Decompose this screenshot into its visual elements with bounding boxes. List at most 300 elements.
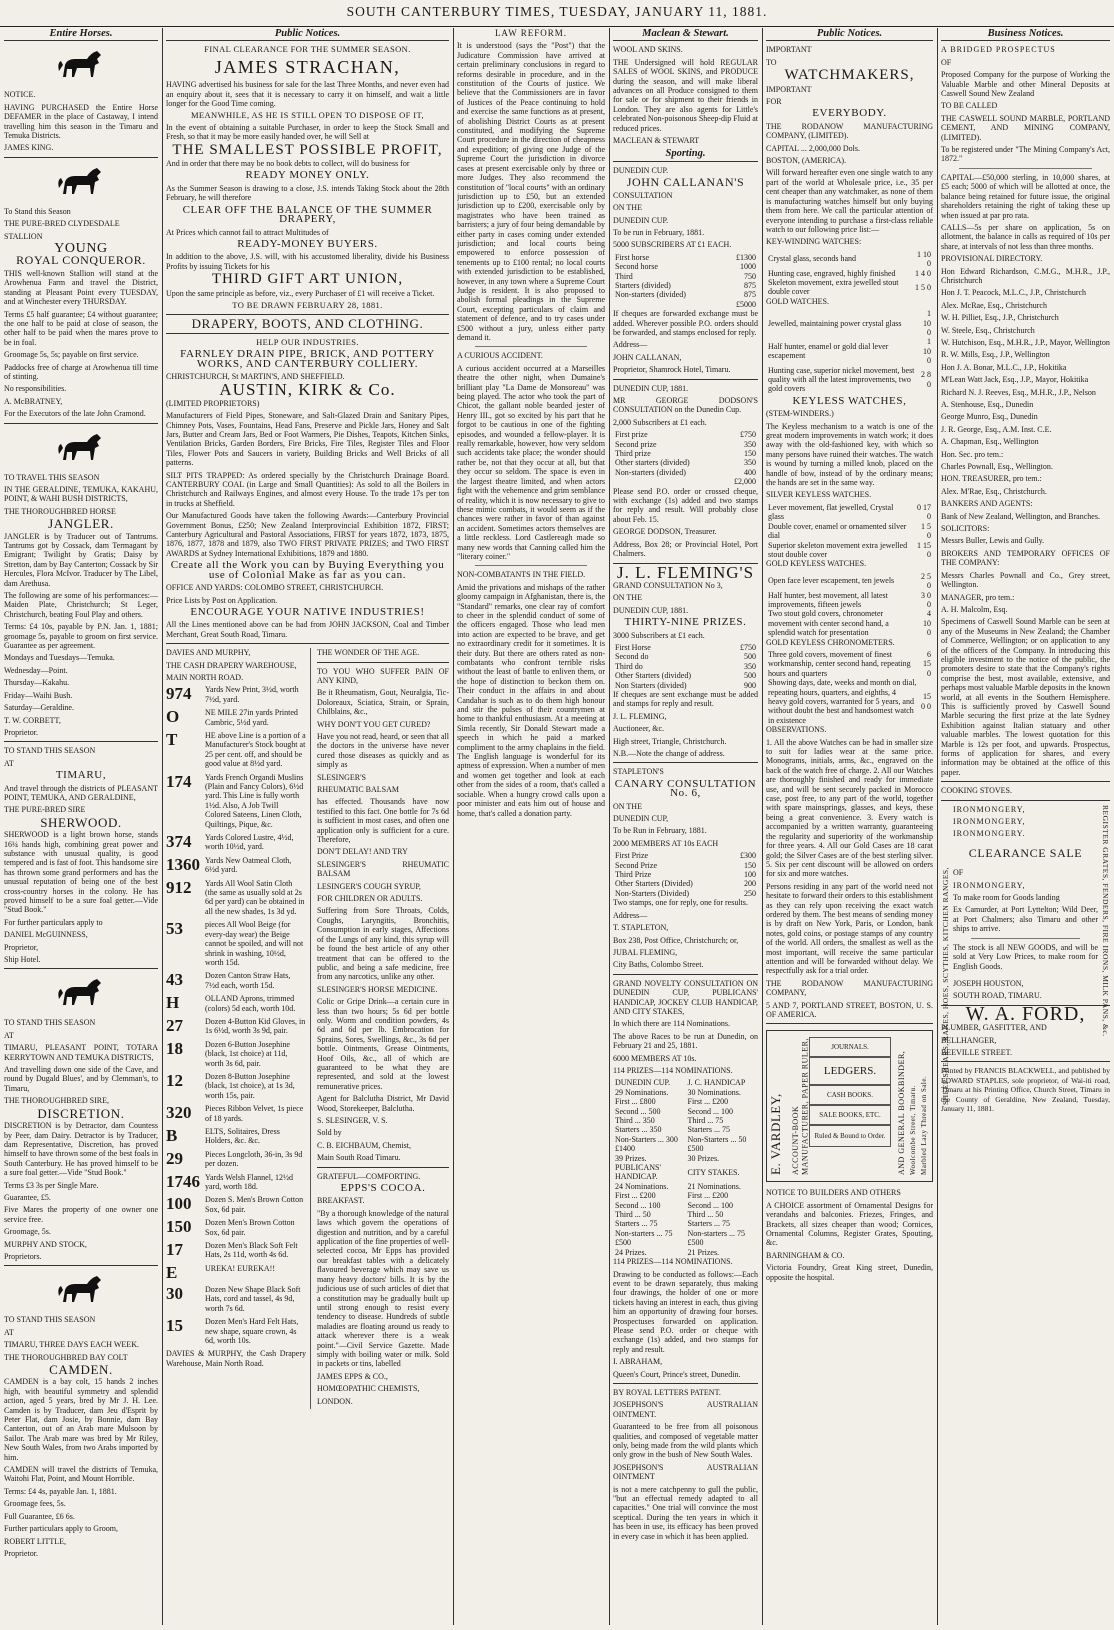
divider: [941, 800, 1110, 801]
ad-subtitle: STALLION: [4, 231, 43, 241]
ad-body: Manufacturers of Field Pipes, Stoneware, and Salt-Glazed Drain and Sanitary Pipes, Chimney Pots, Vases, Fountains, Head Fans, Preserve and Pickle Jars, Honey and Salt Jars, Butter and Cream Jars, Bed or Foot Warmers, Pie Dishes, Teapots, Kitchen Sinks, Ventilation Bricks, Garden Borders, Fire Bricks, Fire Tiles, Register Tiles and Floor Tiles, Flower Pots and Saucers in variety, Building Bricks and Well Bricks of all patterns.: [166, 411, 449, 468]
price-item-text: Pieces Ribbon Velvet, 1s piece of 18 yards.: [205, 1104, 304, 1123]
price-item-number: 974: [166, 684, 192, 704]
ad-address: Victoria Foundry, Great King street, Dunedin, opposite the hospital.: [766, 1263, 933, 1282]
table-row: [766, 541, 933, 560]
price-item-number: B: [166, 1126, 178, 1145]
horse-name: CAMDEN.: [49, 1362, 113, 1377]
ad-signature: Ship Hotel.: [4, 955, 41, 965]
ad-address: Proprietor, Shamrock Hotel, Timaru.: [613, 365, 731, 375]
table-cell: Second ... 100: [687, 1106, 734, 1116]
table-cell: Second ... 100: [615, 1200, 661, 1210]
ad-body: Upon the same principle as before, viz., every Purchaser of £1 will receive a Ticket.: [166, 288, 435, 298]
table-row: [613, 253, 758, 262]
table-row: [766, 309, 933, 337]
table-cell: DUNEDIN CUP.: [615, 1078, 671, 1088]
table-cell: 0 17 0: [917, 502, 931, 522]
column-sporting: [613, 28, 758, 1625]
ad-subtitle: DUNEDIN CUP.: [613, 215, 669, 225]
ad-body: SILT PITS TRAPPED: As ordered specially by the Christchurch Drainage Board. CANTERBURY COAL (in Large and Small Quantities): As sold to all the Boilers in Christchurch and Railways Engines, and almost every House. To the trade 17s per ton in trucks at Sheffield.: [166, 470, 449, 508]
ad-body: In the event of obtaining a suitable Purchaser, in order to keep the Stock Small and Fresh, so that it may be more easily handed over, he will Sell at: [166, 122, 449, 142]
ad-signature: JUBAL FLEMING,: [613, 947, 678, 957]
table-cell: 1 15 0: [917, 540, 931, 559]
table-cell: Skeleton movement, extra jewelled stout double cover: [768, 277, 899, 297]
price-item-number: 29: [166, 1148, 183, 1168]
price-item-number: 30: [166, 1283, 183, 1303]
ad-body: The Keyless mechanism to a watch is one of the great modern improvements in watch work; it does away with the old-fashioned key, with which so many persons have ruined their watches. The watch is wound by turning a milled knob, placed on the handle of bow, instead of by the ordinary means; the hands are set in the same way.: [766, 421, 933, 488]
column-news: [457, 28, 605, 1625]
ad-intro: TO STAND THIS SEASON: [4, 1315, 96, 1325]
book-label: Ruled & Bound to Order.: [809, 1125, 891, 1147]
ad-title: THE CASWELL SOUND MARBLE, PORTLAND CEMENT, AND MINING COMPANY, (LIMITED).: [941, 113, 1110, 142]
table-cell: Non-Starters ... 300: [615, 1134, 678, 1144]
table-cell: £750: [740, 430, 756, 440]
ad-display-line: IRONMONGERY,: [953, 817, 1026, 827]
divider: [971, 938, 1080, 939]
table-cell: 4 10 0: [923, 609, 931, 638]
ad-signature: For the Executors of the late John Cramond.: [4, 409, 146, 419]
divider: [941, 781, 1110, 782]
director-entry: Richard N. J. Reeves, Esq., M.H.R., J.P., Nelson: [941, 387, 1096, 397]
ad-signature: THE RODANOW MANUFACTURING COMPANY,: [766, 978, 933, 998]
ad-subtitle: TO BE CALLED: [941, 101, 998, 111]
table-row: [613, 889, 758, 898]
ad-note: To be Run in February, 1881.: [613, 826, 707, 836]
ad-signature: Proprietor.: [4, 727, 38, 737]
ad-body: Messrs Charles Pownall and Co., Grey street, Wellington.: [941, 570, 1110, 590]
ad-subtitle: THE THOROUGHBRED HORSE: [4, 506, 116, 516]
ad-body: HAVING PURCHASED the Entire Horse DEFAMER in the place of Castaway, I intend travelling him this season in the Timaru and Temuka Districts.: [4, 102, 158, 141]
ad-body: Persons residing in any part of the world need not hesitate to forward their orders to this establishment as they can rely upon receiving the exact watch ordered by them. The best means of sending money is by draft on New York, Paris, or London, bank notes, gold coins, or postage stamps of any country of the world. All orders, the smallest as well as the most important, will receive the same particular attention and will be forwarded without delay. We respectfully ask for a trial order.: [766, 881, 933, 976]
ad-subtitle: DUNEDIN CUP, 1881.: [613, 605, 689, 615]
table-cell: Third do: [615, 661, 643, 671]
horse-name: ROYAL CONQUEROR.: [16, 253, 146, 268]
table-row: [766, 572, 933, 591]
price-items: [166, 685, 306, 1345]
ad-address: SOUTH ROAD, TIMARU.: [953, 991, 1042, 1001]
table-cell: 29 Nominations.: [615, 1087, 669, 1097]
table-cell: 350: [744, 661, 756, 671]
table-cell: 24 Prizes.: [615, 1247, 647, 1257]
table-cell: First Horse: [615, 642, 651, 652]
table-row: [613, 662, 758, 671]
ad-heading: OF: [941, 57, 952, 67]
ad-signature: ROBERT LITTLE,: [4, 1536, 67, 1546]
table-cell: 350: [744, 458, 756, 468]
ad-signature: JOSEPH HOUSTON,: [953, 978, 1024, 988]
price-table: [766, 309, 933, 394]
nomination-table: [613, 1078, 758, 1257]
ad-heading: THE WONDER OF THE AGE.: [317, 648, 420, 658]
table-cell: 750: [744, 271, 756, 281]
remedy-column: [317, 648, 449, 1409]
ad-body: Be it Rheumatism, Gout, Neuralgia, Tic-Doloreaux, Sciatica, Strain, or Sprain, Chilblains, &c.,: [317, 688, 449, 717]
table-cell: 100: [744, 870, 756, 880]
price-item-number: 912: [166, 877, 192, 897]
ad-vertical-text: AND GENERAL BOOKBINDER,: [897, 1051, 906, 1176]
divider: [613, 1383, 758, 1384]
divider: [317, 662, 449, 663]
ad-signature: Proprietors.: [4, 1251, 42, 1261]
ad-display-line: IRONMONGERY.: [953, 829, 1026, 839]
ad-signature: JOHN CALLANAN,: [613, 352, 682, 362]
table-cell: Non-starters (divided): [615, 290, 686, 300]
price-heading: GOLD KEYLESS CHRONOMETERS.: [766, 637, 895, 647]
ad-display-line: CLEAR OFF THE BALANCE OF THE SUMMER DRAPERY,: [182, 203, 433, 226]
divider: [4, 968, 158, 969]
price-table: [766, 503, 933, 559]
ad-body: Messrs Buller, Lewis and Gully.: [941, 536, 1045, 546]
divider: [766, 1023, 933, 1024]
price-item-text: HE above Line is a portion of a Manufacturer's Stock bought at 25 per cent. off, and should be good value at 8½d yard.: [205, 730, 306, 769]
table-cell: 350: [744, 439, 756, 449]
ad-address: Main South Road Timaru.: [317, 1153, 401, 1163]
price-item: [166, 1285, 306, 1313]
ad-signature: C. B. EICHBAUM, Chemist,: [317, 1140, 412, 1150]
table-cell: Third ... 50: [615, 1210, 651, 1220]
price-item-number: 374: [166, 832, 192, 852]
price-item-text: Dozen 4-Button Kid Gloves, in 1s 6½d, worth 3s 9d, pair.: [205, 1016, 306, 1036]
price-item: [166, 708, 306, 727]
table-row: [613, 1201, 758, 1210]
ad-address: BOSTON, (AMERICA).: [766, 156, 847, 166]
ad-signature: S. SLESINGER, V. S.: [317, 1116, 388, 1125]
price-item: [166, 1150, 306, 1169]
book-label: LEDGERS.: [809, 1057, 891, 1085]
table-cell: Non Starters (divided): [615, 680, 687, 690]
column-watches: [766, 28, 933, 1625]
ad-body: 1. All the above Watches can be had in smaller size to suit for ladies wear at the same price. Monograms, initials, arms, &c., engraved on the back of the watch free of charge. 2. All our Watches are thoroughly finished and ready for immediate use, and will be sent securely packed in Morocco case, post free, to any part of the world, together with spare mainsprings, glasses, and keys, these being a great convenience. 3. Every watch is accompanied by a written warranty, guaranteeing the regularity and superiority of the workmanship for three years. 4. All our Gold Cases are 18 carat gold; the Silver Cases are of the best sterling silver. 5. Six per cent discount will be allowed on orders for six and more watches.: [766, 737, 933, 879]
advertiser-name: W. A. FORD,: [965, 1002, 1086, 1025]
table-row: [613, 851, 758, 860]
table-row: [613, 1219, 758, 1228]
ad-signature: Auctioneer, &c.: [613, 724, 664, 734]
divider: [959, 168, 1092, 169]
price-item: [166, 731, 306, 769]
table-cell: £1400: [615, 1144, 635, 1154]
ad-address: City Baths, Colombo Street.: [613, 960, 704, 970]
table-row: [613, 861, 758, 870]
price-item-text: Dozen Men's Brown Cotton Sox, 6d pair.: [205, 1218, 295, 1237]
ad-heading: WOOL AND SKINS.: [613, 45, 683, 55]
ad-body: THE Undersigned will hold REGULAR SALES of WOOL SKINS, and PRODUCE during the season, and will make liberal advances on all Produce consigned to them for sale or for shipment to their friends in London. They are also agents for Little's celebrated Non-poisonous Sheep-dip Fluid at reduced prices.: [613, 57, 758, 133]
table-cell: Second Prize: [615, 860, 657, 870]
price-item-text: Dozen 6-Button Josephine (black, 1st choice) at 11d, worth 3s 6d, pair.: [205, 1039, 290, 1068]
horse-name: JANGLER.: [48, 516, 114, 532]
table-row: [613, 1144, 758, 1153]
ad-body: Specimens of Caswell Sound Marble can be seen at any of the Museums in New Zealand; the Chamber of Commerce, Wellington; or on application to any of the officers of the Company. In introducing this eligible investment to the notice of the public, the promoters desire to state that the Company's rights comprise the best, most available, extensive, and perhaps most valuable Marble deposits in the known world, at all events in the Southern Hemisphere. This is sufficiently proved by Caswell Sound Marble securing the first prize at the late Sydney Exhibition against Italian statuary and other valuable marbles. The lowest quotation for this Marble is 12s per foot, and upwards. Prospectus, forms of application for shares, and every information may be obtained at the office of this paper.: [941, 617, 1110, 777]
ad-body: CALLS—5s per share on application, 5s on allotment, the balance in calls as required of 10s per share, at intervals of not less than three months.: [941, 222, 1110, 251]
section-heading: Business Notices.: [941, 28, 1110, 41]
table-cell: Second horse: [615, 262, 658, 272]
ad-signature: I. ABRAHAM,: [613, 1357, 663, 1367]
table-cell: First ... £800: [615, 1097, 656, 1107]
table-row: [613, 643, 758, 652]
table-cell: £1300: [736, 252, 756, 262]
book-label: CASH BOOKS.: [809, 1085, 891, 1105]
table-cell: 875: [744, 280, 756, 290]
price-item-text: NE MILE 27in yards Printed Cambric, 5½d yard.: [205, 708, 298, 727]
ad-signature: J. L. FLEMING,: [613, 711, 667, 721]
table-cell: 21 Nominations.: [687, 1181, 741, 1191]
ad-note: Price Lists by Post on Application.: [166, 595, 278, 605]
ad-vertical-text: SHEEP SHEARS, RAKES, HOES, SCYTHES, KITCHEN RANGES,: [941, 866, 950, 1105]
price-table: [766, 650, 933, 725]
table-row: [613, 1078, 758, 1087]
table-cell: 2 5 0: [921, 571, 931, 591]
table-cell: Lever movement, flat jewelled, Crystal glass: [768, 502, 894, 522]
table-cell: Second ... 100: [687, 1200, 734, 1210]
ad-display-line: 114 PRIZES—114 NOMINATIONS.: [613, 1257, 733, 1267]
ad-subtitle: BELLHANGER,: [941, 1035, 997, 1045]
ad-town: TIMARU,: [55, 769, 107, 782]
table-row: [613, 870, 758, 879]
table-row: [613, 300, 758, 309]
ad-heading: BY ROYAL LETTERS PATENT.: [613, 1387, 721, 1397]
horse-icon: [53, 430, 109, 470]
ad-signature: Proprietor.: [4, 1548, 38, 1558]
ad-signature: JAMES KING.: [4, 143, 54, 153]
ad-signature: LONDON.: [317, 1396, 353, 1406]
ad-vertical-text: Woolcombe Street, Timaru.: [909, 1085, 917, 1176]
table-cell: CITY STAKES.: [687, 1167, 740, 1177]
column-rule: [762, 28, 763, 1625]
table-cell: [613, 477, 722, 486]
ad-heading: IMPORTANT: [766, 84, 812, 94]
price-item: [166, 879, 306, 917]
table-cell: 1 10 0: [917, 249, 931, 269]
table-row: [613, 1191, 758, 1200]
price-table: [766, 572, 933, 638]
divider: [166, 333, 449, 334]
price-item-number: H: [166, 993, 180, 1013]
ad-body: Colic or Gripe Drink—a certain cure in less than two hours; 5s 6d per bottle only. Worm and condition powders, 4s 6d and 6d per lb. Embrocation for Sprains, Sores, Swellings, &c., 3s 6d per bottle. Ointments, Grease Ointments, Hoof Oils, &c., all of which are guaranteed to be what they are represented, and sold at the lowest remunerative prices.: [317, 997, 449, 1091]
price-item-text: Yards New Print, 3½d, worth 7½d, yard.: [205, 685, 299, 704]
divider: [166, 314, 449, 315]
table-cell: 400: [744, 467, 756, 477]
price-item-text: Pieces Longcloth, 36-in, 3s 9d per dozen.: [205, 1149, 303, 1169]
ad-groomage: Groomage, 5s.: [4, 1227, 51, 1237]
ad-body: Will forward hereafter even one single watch to any part of the world at Wholesale price, i.e., 35 per cent cheaper than any watchmaker, as none of them is manufacturing watches himself but only buying them from here. We call the particular attention of everyone intending to purchase a first-class reliable watch to our following price list:—: [766, 168, 933, 234]
table-row: [613, 1210, 758, 1219]
column-rule: [453, 28, 454, 1625]
table-cell: First horse: [615, 252, 649, 262]
ad-display-line: 2000 MEMBERS AT 10s EACH: [613, 838, 719, 848]
table-row: [613, 652, 758, 661]
table-cell: Other Starters (divided): [615, 671, 691, 681]
ad-body: "By a thorough knowledge of the natural laws which govern the operations of digestion and nutrition, and by a careful application of the fine properties of well-selected cocoa, Mr Epps has provided our breakfast tables with a delicately flavoured beverage which may save us many heavy doctors' bills. It is by the judicious use of such articles of diet that a constitution may be gradually built up until strong enough to resist every tendency to disease. Hundreds of subtle maladies are floating around us ready to attack wherever there is a weak point."—Civil Service Gazette. Made simply with boiling water or milk. Sold in packets or tins, labelled: [317, 1208, 449, 1369]
ad-title: JOSEPHSON'S AUSTRALIAN OINTMENT: [613, 1462, 758, 1482]
horse-icon: [53, 164, 109, 204]
ad-display-line: EVERYBODY.: [812, 107, 887, 120]
ad-subtitle: DUNEDIN CUP,: [613, 814, 669, 824]
table-cell: 1 10 0: [923, 309, 931, 337]
column-rule: [609, 28, 610, 1625]
ad-body: All the Lines mentioned above can be had from JOHN JACKSON, Coal and Timber Merchant, Great South Road, Timaru.: [166, 620, 449, 639]
horse-icon: [53, 975, 109, 1015]
ad-subtitle: MANAGER, pro tem.:: [941, 592, 1015, 602]
table-cell: 1 4 0: [915, 268, 931, 278]
ad-note: To be registered under "The Mining Company's Act, 1872.": [941, 145, 1110, 164]
ad-address: BEEVILLE STREET.: [941, 1047, 1012, 1057]
price-heading: GOLD WATCHES.: [766, 296, 829, 306]
price-item-text: Yards French Organdi Muslins (Plain and Fancy Colors), 6½d yard. This Line is fully worth 1½d. Also, A Job Twill Colored Sateens, Linen Cloth, Quiltings, Pique, &c.: [205, 772, 304, 829]
ad-terms: Guarantee, £5.: [4, 1192, 51, 1202]
ad-note: In which there are 114 Nominations.: [613, 1019, 731, 1029]
table-row: [613, 262, 758, 271]
table-cell: Second do: [615, 652, 649, 662]
ad-contact: Further particulars apply to Groom,: [4, 1524, 118, 1534]
table-row: [766, 609, 933, 637]
article-heading: LAW REFORM.: [494, 28, 568, 38]
price-item: [166, 1264, 306, 1281]
ad-body: Two stamps, one for reply, one for results.: [613, 898, 748, 908]
price-item: [166, 1317, 306, 1345]
table-cell: 30 Prizes.: [687, 1153, 720, 1163]
table-cell: 1000: [740, 262, 756, 272]
table-cell: 30 Nominations.: [687, 1087, 741, 1097]
table-row: [766, 250, 933, 269]
price-item: [166, 833, 306, 852]
table-row: [766, 678, 933, 725]
table-cell: Showing days, date, weeks and month on dial, repeating hours, quarters, and eighths, 4 heavy gold covers, warranted for 5 years, and without doubt the best and handsomest watch in existence: [768, 678, 917, 725]
table-cell: 875: [744, 290, 756, 300]
ad-display-line: THIRTY-NINE PRIZES.: [624, 616, 747, 629]
table-row: [613, 1182, 758, 1191]
prize-table: [613, 253, 758, 309]
ad-heading: TO BE DRAWN FEBRUARY 28, 1881.: [232, 299, 383, 310]
ad-heading: A BRIDGED PROSPECTUS: [941, 45, 1056, 55]
table-cell: Third ... 350: [615, 1116, 655, 1125]
table-row: [613, 1248, 758, 1257]
ad-signature: HOMŒOPATHIC CHEMISTS,: [317, 1384, 420, 1394]
advertiser-name: J. L. FLEMING'S: [616, 562, 755, 582]
ad-groomage: Groomage 5s, 5s; payable on first service.: [4, 350, 139, 360]
divider: [4, 741, 158, 742]
ad-body: Suffering from Sore Throats, Colds, Coughs, Laryngitis, Bronchitis, Consumption in early stages, Affections of the Lungs of any kind, this syrup will be found the best article of any other treatment that can be offered to the public, and being a safe medicine, free from any narcotics, unlike any other.: [317, 906, 449, 982]
table-cell: Non-starters (divided): [615, 467, 686, 477]
ad-signature: A. McBRATNEY,: [4, 396, 63, 406]
ad-address: MAIN NORTH ROAD.: [166, 672, 244, 682]
table-cell: £750: [740, 642, 756, 652]
divider: [166, 643, 449, 644]
ad-body: If cheques are sent exchange must be added and stamps for reply and result.: [613, 689, 758, 709]
ad-address: High street, Triangle, Christchurch.: [613, 736, 727, 746]
table-cell: Second ... 500: [615, 1106, 661, 1116]
price-item-number: 100: [166, 1194, 192, 1214]
ad-subtitle: ON THE: [613, 203, 642, 213]
ad-groomage: Groomage fees, 5s.: [4, 1499, 66, 1509]
ad-body: is not a mere catchpenny to gull the public, "but an effectual remedy adapted to all capacities." One trial will convince the most sceptical. During the ten years in which it has been in use, its efficacy has been proved in every case in which it has been applied.: [613, 1484, 758, 1541]
ad-heading: HELP OUR INDUSTRIES.: [256, 336, 359, 347]
ad-body: Agent for Balclutha District, Mr David Wood, Storekeeper, Balclutha.: [317, 1094, 449, 1113]
ad-address: OFFICE AND YARDS: COLOMBO STREET, CHRISTCHURCH.: [166, 583, 384, 593]
ad-places: TIMARU, THREE DAYS EACH WEEK.: [4, 1340, 139, 1350]
article-heading: NON-COMBATANTS IN THE FIELD.: [457, 570, 586, 580]
table-row: [613, 458, 758, 467]
ad-title: JOSEPHSON'S AUSTRALIAN OINTMENT.: [613, 1400, 758, 1419]
table-cell: First ... £200: [615, 1191, 656, 1201]
price-item-number: E: [166, 1262, 178, 1282]
table-row: [613, 1154, 758, 1163]
horse-name: YOUNG: [54, 241, 108, 257]
ad-note: Sold by: [317, 1128, 342, 1138]
ad-subtitle: BROKERS AND TEMPORARY OFFICES OF THE COMPANY:: [941, 548, 1110, 568]
ad-subtitle: CONSULTATION: [613, 190, 673, 200]
table-cell: Other Starters (Divided): [615, 879, 693, 889]
ad-subtitle: HON. TREASURER, pro tem.:: [941, 474, 1042, 484]
section-heading: Maclean & Stewart.: [613, 28, 758, 41]
table-row: [613, 477, 758, 486]
ad-display-line: SLESINGER'S RHEUMATIC BALSAM: [317, 859, 449, 879]
table-row: [613, 671, 758, 680]
price-item-number: 174: [166, 771, 192, 791]
table-cell: Jewelled, maintaining power crystal glass: [768, 318, 902, 328]
drapery-list: [166, 648, 311, 1409]
ad-terms: Terms £3 3s per Single Mare.: [4, 1180, 99, 1190]
advertiser-name: AUSTIN, KIRK & Co.: [219, 380, 396, 400]
director-entry: R. W. Mills, Esq., J.P., Wellington: [941, 350, 1050, 360]
ad-display-line: Create all the Work you can by Buying Everything you use of Colonial Make as far as you can.: [170, 559, 445, 581]
director-entry: W. Hutchison, Esq., M.H.R., J.P., Mayor, Wellington: [941, 337, 1110, 347]
section-heading: Entire Horses.: [4, 28, 158, 41]
price-item-text: Yards New Oatmeal Cloth, 6½d yard.: [205, 855, 292, 875]
article-body: It is understood (says the "Post") that the Judicature Commission have arrived at certain preliminary conclusions in regard to reforms desirable in procedure, and in the constitution of the Courts of justice. We believe that the Commissioners are in favor of Justices of the Peace continuing to hold and exercise the same functions as at present, of abolishing District Courts as at present constituted, and modifying the Supreme Court procedure in the direction of cheapness and expedition; of giving one Judge of the Supreme Court the jurisdiction in divorce cases at present exercisable only by three or more Judges. They also recommend the constitution of "local courts" with an ordinary jurisdiction up to £50, but an extended jurisdiction up to £200, exercisable only by magistrates who have been trained as barristers; a jury of four being demandable by either party in cases coming under extended jurisdiction; and local courts being empowered to enforce possession of tenements up to £100 rental; no local courts with extended jurisdiction to be established, however, in any town where a Supreme Court Judge is resident. It is also proposed to abolish formal pleadings in the Supreme Court, excepting particulars of claim and statement of defence, and to try cases under £500 without a jury, unless either party demand it.: [457, 41, 605, 342]
ad-subtitle: BANKERS AND AGENTS:: [941, 499, 1033, 509]
schedule-day: Mondays and Tuesdays—Temuka.: [4, 653, 115, 663]
ad-title: NOTICE.: [4, 90, 36, 100]
table-row: [613, 1097, 758, 1106]
ad-body: DISCRETION is by Detractor, dam Countess by Peer, dam Dairy. Detractor is by Traducer, dam Representative, Discretion, has proved himself to have thrown some of the best foals in South Canterbury. He has proved himself to be a sure foal getter.—Vide "Stud Book.": [4, 1121, 158, 1178]
director-list: [941, 267, 1110, 447]
price-item-number: 1360: [166, 854, 200, 874]
table-cell: Second prize: [615, 439, 657, 449]
table-cell: £500: [687, 1238, 704, 1248]
ad-route: And travel through the districts of PLEASANT POINT, TEMUKA, AND GERALDINE,: [4, 783, 158, 802]
price-item-number: 320: [166, 1103, 192, 1123]
ad-subtitle: THE THOROUGHBRED SIRE,: [4, 1096, 109, 1106]
table-cell: Starters ... 75: [687, 1219, 730, 1229]
table-row: [613, 440, 758, 449]
ad-body: The following are some of his performances:—Maiden Plate, Christchurch; St Leger, Christchurch, beating Foul Play and others.: [4, 591, 158, 619]
ad-title: GRAND NOVELTY CONSULTATION ON DUNEDIN CUP, PUBLICANS' HANDICAP, JOCKEY CLUB HANDICAP, AND CITY STAKES,: [613, 978, 758, 1016]
ad-address: Address, Box 28; or Provincial Hotel, Port Chalmers.: [613, 539, 758, 559]
ad-note: 3000 Subscribers at £1 each.: [613, 630, 705, 640]
ad-intro: AT: [4, 1327, 14, 1337]
table-cell: Third Prize: [615, 870, 652, 880]
schedule-day: Thursday—Kakahu.: [4, 678, 70, 688]
director-entry: Hon J. T. Peacock, M.L.C., J.P., Christchurch: [941, 288, 1087, 298]
director-entry: Alex. McRae, Esq., Christchurch: [941, 300, 1047, 310]
ad-body: The stock is all NEW GOODS, and will be sold at Very Low Prices, to make room for English Goods.: [953, 942, 1098, 971]
ad-display-line: THIRD GIFT ART UNION,: [211, 271, 404, 288]
table-cell: Starters ... 350: [615, 1125, 662, 1135]
ad-intro: TO STAND THIS SEASON: [4, 746, 96, 756]
price-item: [166, 1104, 306, 1123]
price-item-number: 18: [166, 1038, 183, 1058]
column-business-notices: [941, 28, 1110, 1625]
ad-display-line: IRONMONGERY,: [953, 880, 1026, 890]
ad-terms: Terms: £4 4s, payable Jan. 1, 1881.: [4, 1486, 117, 1496]
divider: [613, 762, 758, 763]
schedule-day: Saturday—Geraldine.: [4, 703, 74, 713]
ad-body: And in order that there may be no book debts to collect, will do business for: [166, 159, 410, 169]
price-item-number: 1746: [166, 1171, 200, 1191]
ad-body: In addition to the above, J.S. will, with his accustomed liberality, divide his Business Profits by issuing Tickets for his: [166, 252, 449, 271]
ad-heading: FOR: [766, 97, 782, 107]
article-body: Amid the privations and mishaps of the rather gloomy campaign in Afghanistan, there is, the "Standard" remarks, one clear ray of comfort to cheer in the splendid conduct of some of the officers engaged. Those who lead men into action are expected to be brave, and get no extraordinary credit for it sometimes. It is their duty. But there are others rated as non-combatants who confront terrible risks without the least of battle to enliven them, or the hope of distinction to beckon them on. Their conduct in the affairs in and about Candahar is such as to do them high honour and stir the pulses of their countrymen at home to thankful enthusiasm. At a meeting at Simla recently, Sir Donald Stewart made a speech in which he paid a marked compliment to the army chaplains in the field. The English language is wonderful for its aptness of expression. When a number of men and women get together and look at each other from the sides of a room, that's called a sociable. When a hungry crowd calls upon a poor minister and eats him out of house and home, that's called a donation party.: [457, 582, 605, 818]
table-cell: First Prize: [615, 851, 649, 861]
